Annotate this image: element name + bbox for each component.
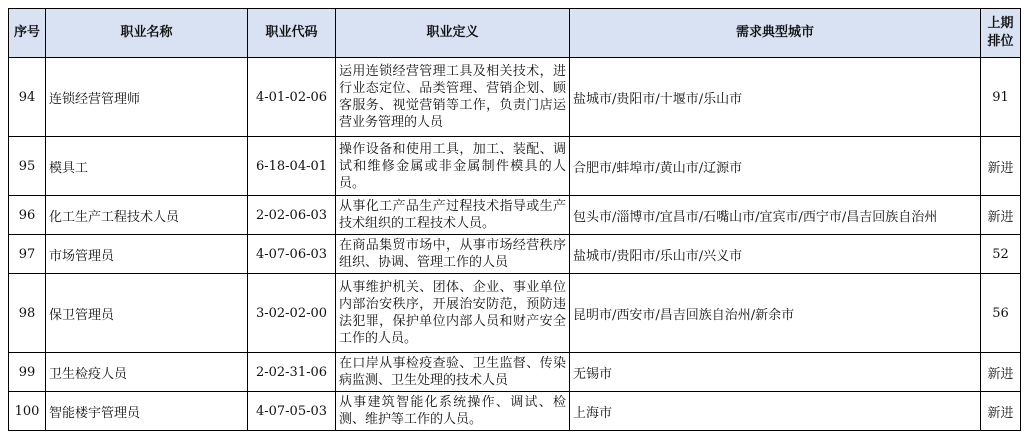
cell-index: 94 bbox=[9, 58, 46, 137]
cell-occupation-definition: 从事建筑智能化系统操作、调试、检测、维护等工作的人员。 bbox=[336, 392, 570, 431]
cell-occupation-code: 4-01-02-06 bbox=[248, 58, 336, 137]
cell-last-rank: 新进 bbox=[981, 392, 1021, 431]
table-row bbox=[9, 137, 1021, 196]
occupation-table-container bbox=[8, 8, 1021, 431]
header-occupation-code: 职业代码 bbox=[248, 9, 336, 58]
table-header-row bbox=[9, 9, 1021, 58]
header-occupation-definition: 职业定义 bbox=[336, 9, 570, 58]
cell-occupation-definition: 从事化工产品生产过程技术指导或生产技术组织的工程技术人员。 bbox=[336, 196, 570, 235]
cell-occupation-definition: 在口岸从事检疫查验、卫生监督、传染病监测、卫生处理的技术人员 bbox=[336, 353, 570, 392]
table-row bbox=[9, 196, 1021, 235]
cell-occupation-name: 市场管理员 bbox=[46, 235, 248, 274]
cell-index: 97 bbox=[9, 235, 46, 274]
cell-typical-cities: 合肥市/蚌埠市/黄山市/辽源市 bbox=[570, 137, 981, 196]
cell-occupation-code: 4-07-06-03 bbox=[248, 235, 336, 274]
occupation-table bbox=[8, 8, 1021, 431]
cell-index: 100 bbox=[9, 392, 46, 431]
cell-last-rank: 56 bbox=[981, 274, 1021, 353]
cell-occupation-code: 4-07-05-03 bbox=[248, 392, 336, 431]
header-typical-cities: 需求典型城市 bbox=[570, 9, 981, 58]
cell-typical-cities: 上海市 bbox=[570, 392, 981, 431]
cell-typical-cities: 盐城市/贵阳市/乐山市/兴义市 bbox=[570, 235, 981, 274]
cell-occupation-name: 连锁经营管理师 bbox=[46, 58, 248, 137]
cell-occupation-name: 模具工 bbox=[46, 137, 248, 196]
cell-occupation-code: 3-02-02-00 bbox=[248, 274, 336, 353]
cell-occupation-code: 6-18-04-01 bbox=[248, 137, 336, 196]
cell-index: 98 bbox=[9, 274, 46, 353]
cell-occupation-name: 智能楼宇管理员 bbox=[46, 392, 248, 431]
cell-occupation-definition: 在商品集贸市场中，从事市场经营秩序组织、协调、管理工作的人员 bbox=[336, 235, 570, 274]
cell-index: 99 bbox=[9, 353, 46, 392]
cell-last-rank: 91 bbox=[981, 58, 1021, 137]
cell-index: 95 bbox=[9, 137, 46, 196]
cell-typical-cities: 盐城市/贵阳市/十堰市/乐山市 bbox=[570, 58, 981, 137]
header-occupation-name: 职业名称 bbox=[46, 9, 248, 58]
cell-occupation-name: 卫生检疫人员 bbox=[46, 353, 248, 392]
table-row bbox=[9, 392, 1021, 431]
cell-occupation-code: 2-02-06-03 bbox=[248, 196, 336, 235]
cell-last-rank: 新进 bbox=[981, 196, 1021, 235]
table-row bbox=[9, 353, 1021, 392]
cell-typical-cities: 包头市/淄博市/宜昌市/石嘴山市/宜宾市/西宁市/昌吉回族自治州 bbox=[570, 196, 981, 235]
cell-typical-cities: 昆明市/西安市/昌吉回族自治州/新余市 bbox=[570, 274, 981, 353]
cell-typical-cities: 无锡市 bbox=[570, 353, 981, 392]
cell-last-rank: 新进 bbox=[981, 353, 1021, 392]
cell-occupation-definition: 操作设备和使用工具，加工、装配、调试和维修金属或非金属制件模具的人员。 bbox=[336, 137, 570, 196]
cell-index: 96 bbox=[9, 196, 46, 235]
cell-last-rank: 新进 bbox=[981, 137, 1021, 196]
cell-occupation-code: 2-02-31-06 bbox=[248, 353, 336, 392]
table-row bbox=[9, 274, 1021, 353]
table-row bbox=[9, 58, 1021, 137]
cell-occupation-name: 化工生产工程技术人员 bbox=[46, 196, 248, 235]
header-index: 序号 bbox=[9, 9, 46, 58]
table-row bbox=[9, 235, 1021, 274]
cell-occupation-name: 保卫管理员 bbox=[46, 274, 248, 353]
cell-occupation-definition: 从事维护机关、团体、企业、事业单位内部治安秩序，开展治安防范，预防违法犯罪，保护单位内部人员和财产安全工作的人员。 bbox=[336, 274, 570, 353]
header-last-rank: 上期排位 bbox=[981, 9, 1021, 58]
cell-last-rank: 52 bbox=[981, 235, 1021, 274]
cell-occupation-definition: 运用连锁经营管理工具及相关技术，进行业态定位、品类管理、营销企划、顾客服务、视觉营销等工作，负责门店运营业务管理的人员 bbox=[336, 58, 570, 137]
